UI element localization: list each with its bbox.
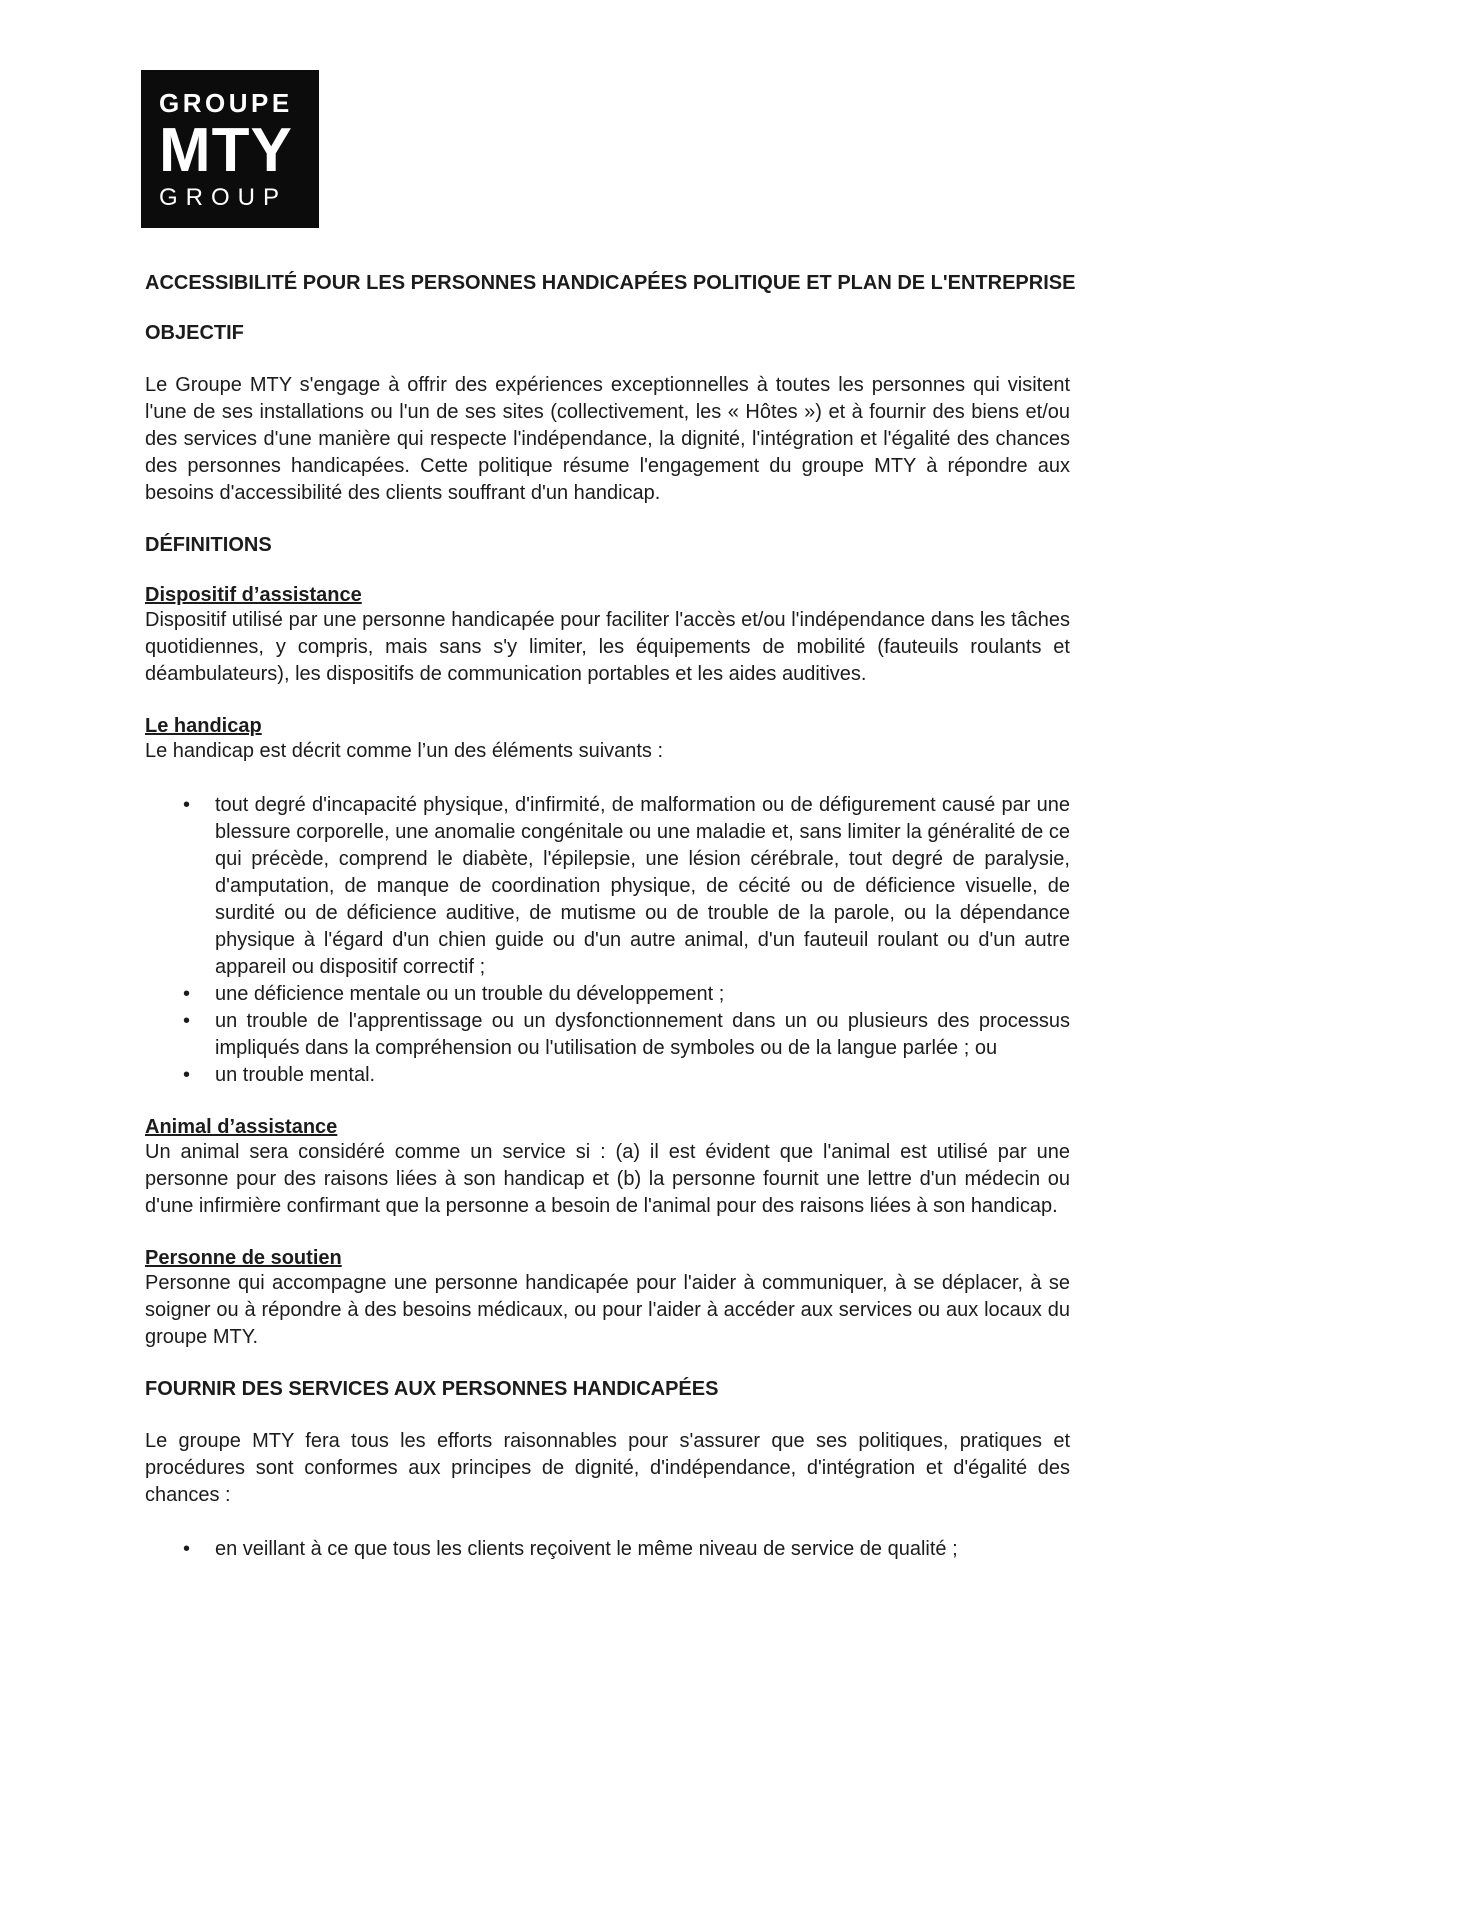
services-bullet-list — [145, 1536, 1070, 1563]
definition-body-dispositif-assistance: Dispositif utilisé par une personne handicapée pour faciliter l'accès et/ou l'indépendance dans les tâches quotidiennes, y compris, mais sans s'y limiter, les équipements de mobilité (fauteuils roulants et déambulateurs), les dispositifs de communication portables et les aides auditives. — [145, 609, 1070, 685]
mty-group-logo — [141, 70, 319, 228]
section-heading-objectif: OBJECTIF — [145, 322, 244, 344]
list-item: • en veillant à ce que tous les clients reçoivent le même niveau de service de qualité ; — [145, 1536, 1070, 1563]
logo-text-mty: MTY — [159, 115, 293, 185]
list-item: • une déficience mentale ou un trouble du développement ; — [145, 981, 1070, 1008]
logo-text-group: GROUP — [159, 183, 288, 211]
definition-term-le-handicap: Le handicap — [145, 715, 262, 737]
logo-text-groupe: GROUPE — [159, 88, 293, 118]
definition-body-le-handicap: Le handicap est décrit comme l’un des éléments suivants : — [145, 740, 664, 762]
paragraph-objectif: Le Groupe MTY s'engage à offrir des expériences exceptionnelles à toutes les personnes qui visitent l'une de ses installations ou l'un de ses sites (collectivement, les « Hôtes ») et à fournir des biens et/ou des services d'une manière qui respecte l'indépendance, la dignité, l'intégration et l'égalité des chances des personnes handicapées. Cette politique résume l'engagement du groupe MTY à répondre aux besoins d'accessibilité des clients souffrant d'un handicap. — [145, 374, 1070, 504]
section-heading-definitions: DÉFINITIONS — [145, 534, 272, 556]
definition-term-animal-assistance: Animal d’assistance — [145, 1116, 338, 1138]
definition-body-animal-assistance: Un animal sera considéré comme un service si : (a) il est évident que l'animal est utilisé par une personne pour des raisons liées à son handicap et (b) la personne fournit une lettre d'un médecin ou d'une infirmière confirmant que la personne a besoin de l'animal pour des raisons liées à son handicap. — [145, 1141, 1070, 1217]
definition-term-dispositif-assistance: Dispositif d’assistance — [145, 584, 362, 606]
definition-term-personne-de-soutien: Personne de soutien — [145, 1247, 342, 1269]
list-item: • un trouble mental. — [145, 1062, 1070, 1089]
definition-body-personne-de-soutien: Personne qui accompagne une personne handicapée pour l'aider à communiquer, à se déplacer, à se soigner ou à répondre à des besoins médicaux, ou pour l'aider à accéder aux services ou aux locaux du groupe MTY. — [145, 1272, 1070, 1348]
list-item: • un trouble de l'apprentissage ou un dysfonctionnement dans un ou plusieurs des processus impliqués dans la compréhension ou l'utilisation de symboles ou de la langue parlée ; ou — [145, 1008, 1070, 1062]
paragraph-fournir-services: Le groupe MTY fera tous les efforts raisonnables pour s'assurer que ses politiques, pratiques et procédures sont conformes aux principes de dignité, d'indépendance, d'intégration et d'égalité des chances : — [145, 1430, 1070, 1506]
document-title: ACCESSIBILITÉ POUR LES PERSONNES HANDICAPÉES POLITIQUE ET PLAN DE L'ENTREPRISE — [145, 272, 1076, 294]
handicap-bullet-list — [145, 792, 1070, 1089]
section-heading-fournir-services: FOURNIR DES SERVICES AUX PERSONNES HANDICAPÉES — [145, 1378, 719, 1400]
list-item: • tout degré d'incapacité physique, d'infirmité, de malformation ou de défigurement causé par une blessure corporelle, une anomalie congénitale ou une maladie et, sans limiter la généralité de ce qui précède, comprend le diabète, l'épilepsie, une lésion cérébrale, tout degré de paralysie, d'amputation, de manque de coordination physique, de cécité ou de déficience visuelle, de surdité ou de déficience auditive, de mutisme ou de trouble de la parole, ou la dépendance physique à l'égard d'un chien guide ou d'un autre animal, d'un fauteuil roulant ou d'un autre appareil ou dispositif correctif ; — [145, 792, 1070, 981]
document-content — [145, 70, 1076, 1563]
